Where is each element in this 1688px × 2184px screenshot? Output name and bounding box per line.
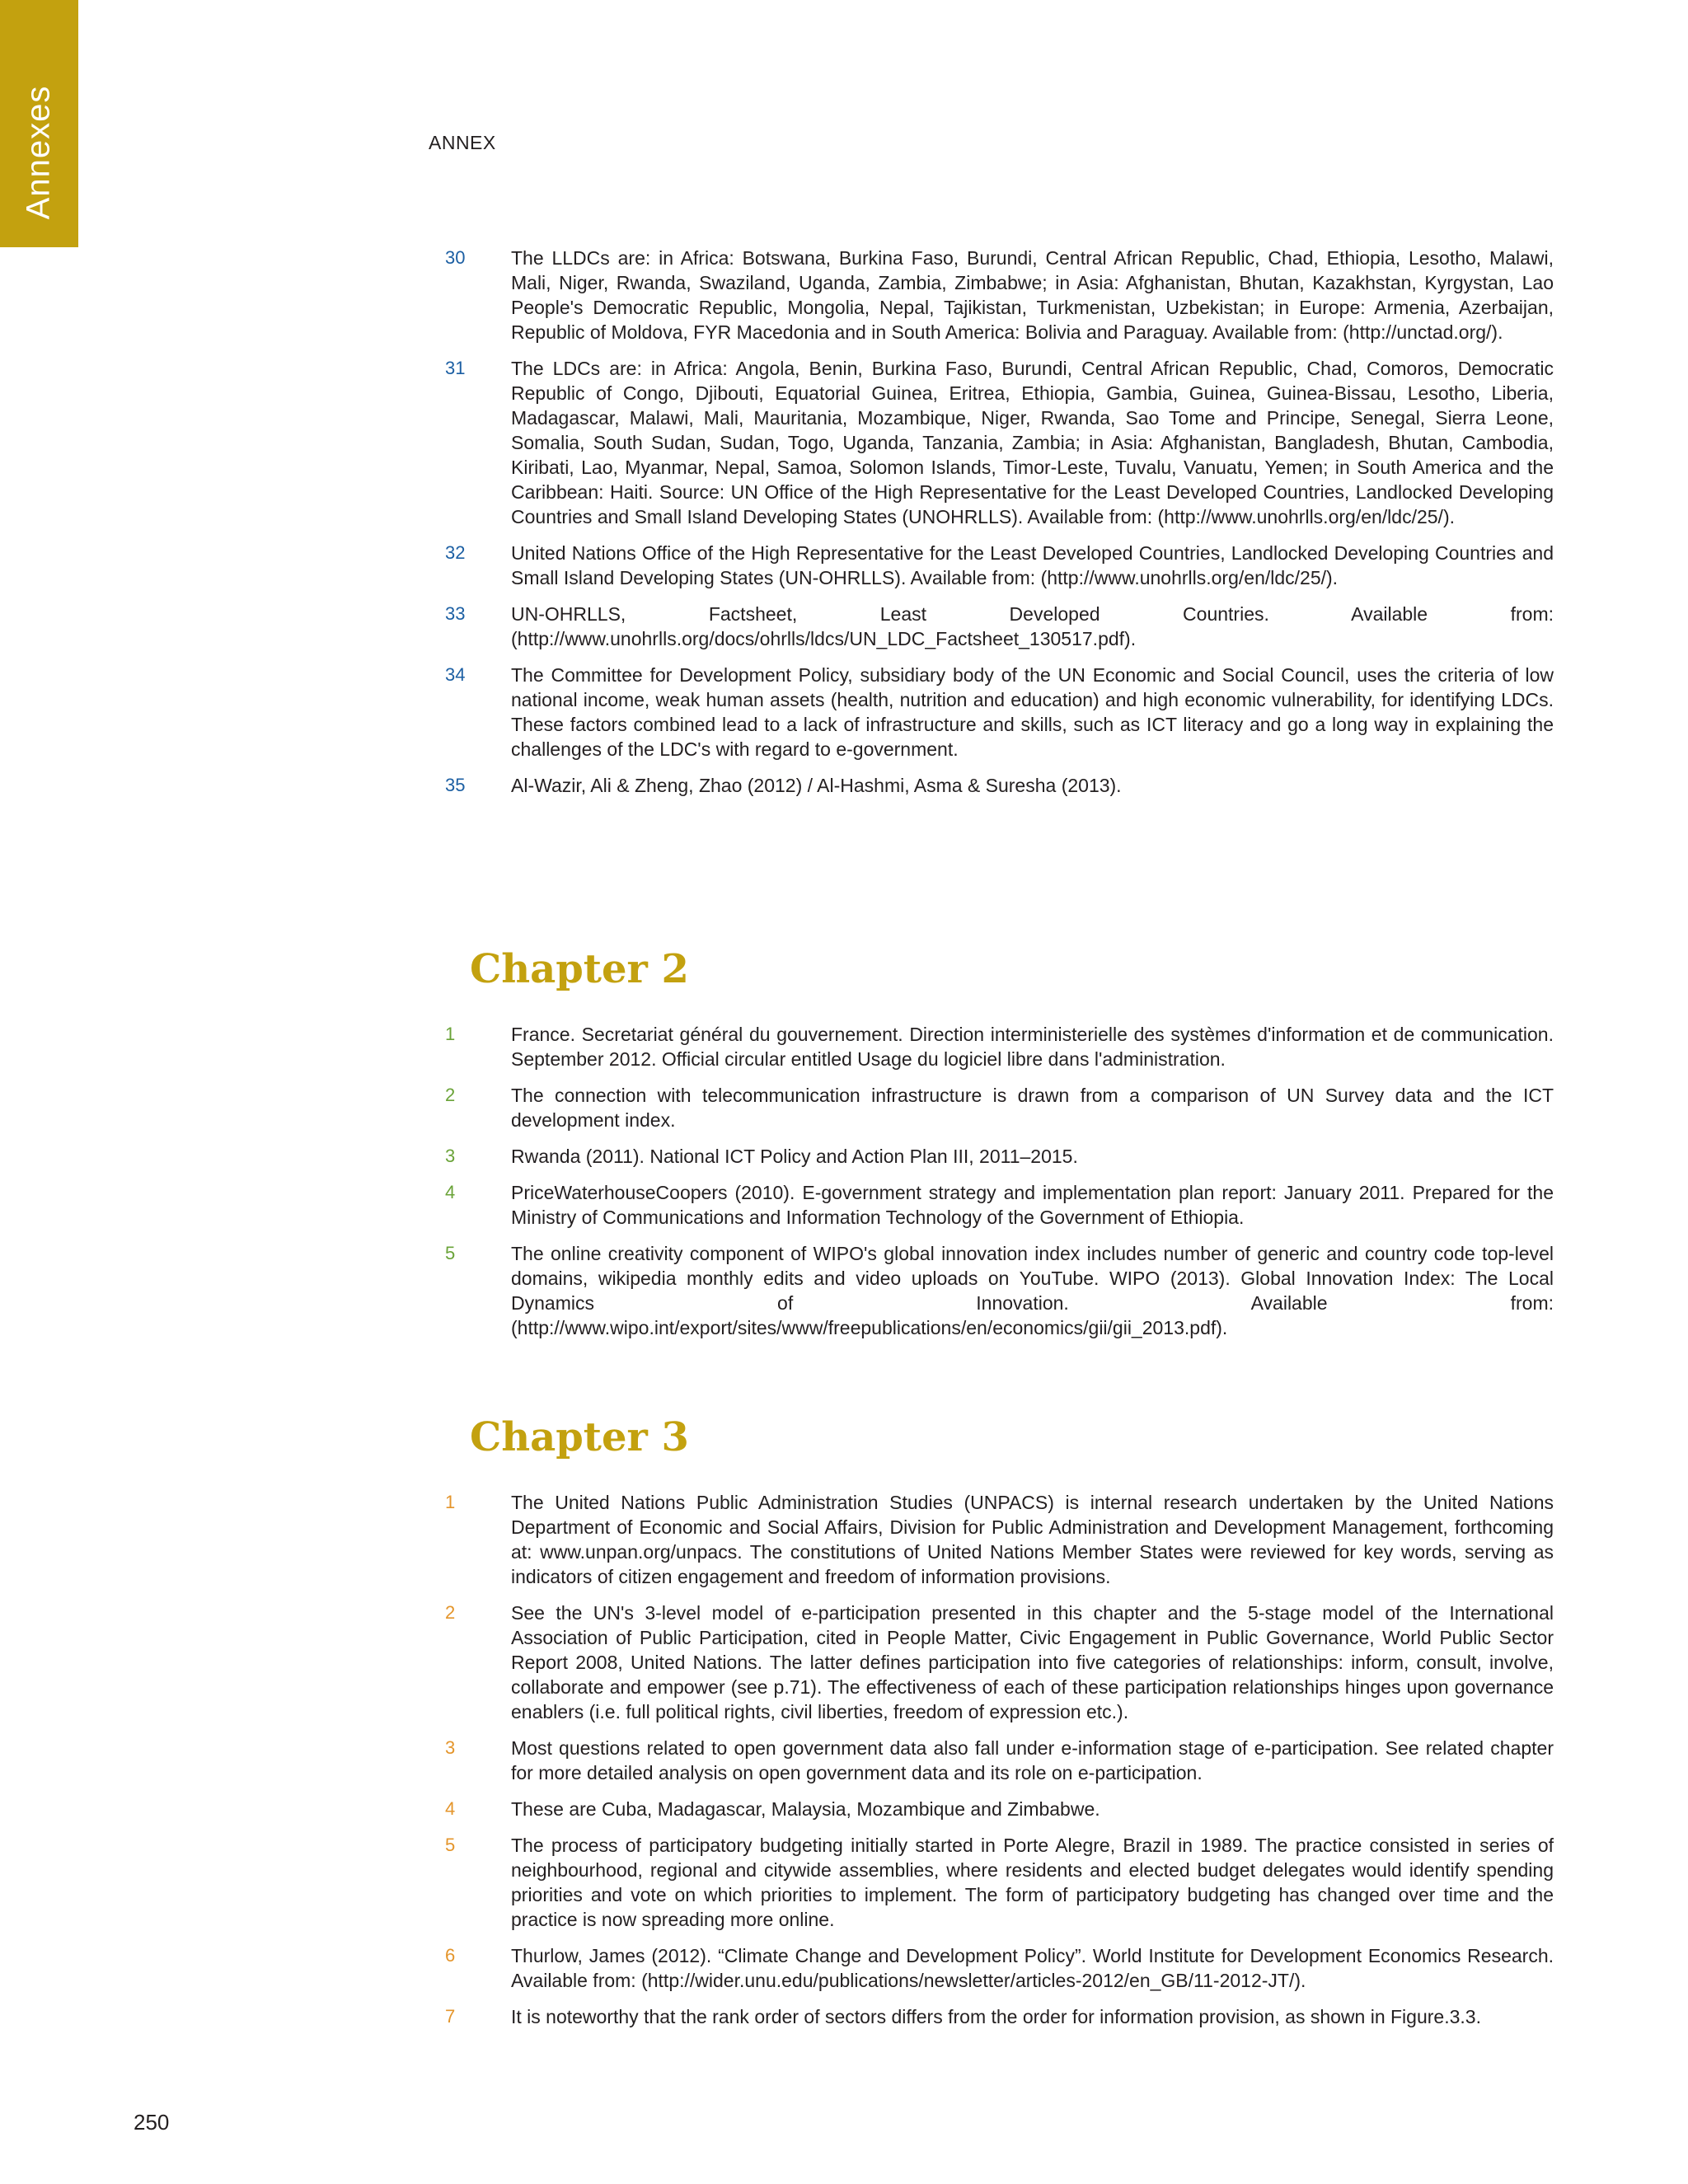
note-number: 4 xyxy=(445,1798,456,1819)
note-ch2-2 xyxy=(445,1083,1554,1132)
note-number: 5 xyxy=(445,1243,456,1263)
note-ch3-1 xyxy=(445,1490,1554,1589)
note-text: United Nations Office of the High Representative for the Least Developed Countries, Landlocked Developing Countries and Small Island Developing States (UN-OHRLLS). Available from: (http://www.unohrlls.org/en/ldc/25/). xyxy=(511,542,1554,588)
page-number: 250 xyxy=(134,2110,170,2135)
note-32 xyxy=(445,541,1554,590)
note-text: PriceWaterhouseCoopers (2010). E-government strategy and implementation plan report: January 2011. Prepared for the Ministry of Communications and Information Technology of the Government of Ethiopia. xyxy=(511,1182,1554,1228)
note-text: The LDCs are: in Africa: Angola, Benin, Burkina Faso, Burundi, Central African Republic, Chad, Comoros, Democratic Republic of Congo, Djibouti, Equatorial Guinea, Eritrea, Ethiopia, Gambia, Guinea, Guinea-Bissau, Lesotho, Liberia, Madagascar, Malawi, Mali, Mauritania, Mozambique, Niger, Rwanda, Sao Tome and Principe, Senegal, Sierra Leone, Somalia, South Sudan, Sudan, Togo, Uganda, Tanzania, Zambia; in Asia: Afghanistan, Bangladesh, Bhutan, Cambodia, Kiribati, Lao, Myanmar, Nepal, Samoa, Solomon Islands, Timor-Leste, Tuvalu, Vanuatu, Yemen; in South America and the Caribbean: Haiti. Source: UN Office of the High Representative for the Least Developed Countries, Landlocked Developing Countries and Small Island Developing States (UNOHRLLS). Available from: (http://www.unohrlls.org/en/ldc/25/). xyxy=(511,358,1554,527)
note-ch2-1 xyxy=(445,1022,1554,1071)
note-number: 2 xyxy=(445,1602,456,1623)
note-ch3-7 xyxy=(445,2004,1554,2029)
notes-chapter-3 xyxy=(445,1490,1554,2041)
note-ch3-3 xyxy=(445,1736,1554,1785)
note-number: 3 xyxy=(445,1737,456,1758)
note-ch3-4 xyxy=(445,1797,1554,1821)
running-header: ANNEX xyxy=(429,132,496,153)
side-tab xyxy=(0,0,78,247)
note-number: 35 xyxy=(445,775,466,795)
note-ch3-2 xyxy=(445,1601,1554,1724)
note-number: 34 xyxy=(445,664,466,685)
notes-chapter-2 xyxy=(445,1022,1554,1352)
note-number: 1 xyxy=(445,1492,456,1512)
note-text: It is noteworthy that the rank order of sectors differs from the order for information provision, as shown in Figure.3.3. xyxy=(511,2006,1481,2027)
note-text: France. Secretariat général du gouvernement. Direction interministerielle des systèmes d'information et de communication. September 2012. Official circular entitled Usage du logiciel libre dans l'administration. xyxy=(511,1024,1554,1070)
notes-intro xyxy=(445,246,1554,809)
note-text: The Committee for Development Policy, subsidiary body of the UN Economic and Social Council, uses the criteria of low national income, weak human assets (health, nutrition and education) and high economic vulnerability, for identifying LDCs. These factors combined lead to a lack of infrastructure and skills, such as ICT literacy and go a long way in explaining the challenges of the LDC's with regard to e-government. xyxy=(511,664,1554,760)
note-text: Most questions related to open government data also fall under e-information stage of e-participation. See related chapter for more detailed analysis on open government data and its role on e-participation. xyxy=(511,1737,1554,1783)
note-number: 2 xyxy=(445,1085,456,1105)
note-text: Thurlow, James (2012). “Climate Change and Development Policy”. World Institute for Development Economics Research. Available from: (http://wider.unu.edu/publications/newsletter/articles-2012/en_GB/11-2012-JT/). xyxy=(511,1945,1554,1991)
note-number: 6 xyxy=(445,1945,456,1966)
note-31 xyxy=(445,356,1554,529)
note-number: 3 xyxy=(445,1146,456,1166)
note-ch2-5 xyxy=(445,1241,1554,1340)
note-text: The connection with telecommunication infrastructure is drawn from a comparison of UN Survey data and the ICT development index. xyxy=(511,1085,1554,1131)
note-number: 4 xyxy=(445,1182,456,1202)
note-number: 1 xyxy=(445,1024,456,1044)
note-number: 31 xyxy=(445,358,466,378)
note-ch2-4 xyxy=(445,1180,1554,1230)
note-text: See the UN's 3-level model of e-participation presented in this chapter and the 5-stage model of the International Association of Public Participation, cited in People Matter, Civic Engagement in Public Governance, World Public Sector Report 2008, United Nations. The latter defines participation into five categories of relationships: inform, consult, involve, collaborate and empower (see p.71). The effectiveness of each of these participation relationships hinges upon governance enablers (i.e. full political rights, civil liberties, freedom of expression etc.). xyxy=(511,1602,1554,1722)
note-text: The United Nations Public Administration Studies (UNPACS) is internal research undertaken by the United Nations Department of Economic and Social Affairs, Division for Public Administration and Development Management, forthcoming at: www.unpan.org/unpacs. The constitutions of United Nations Member States were reviewed for key words, serving as indicators of citizen engagement and freedom of information provisions. xyxy=(511,1492,1554,1587)
note-number: 30 xyxy=(445,247,466,268)
note-ch2-3 xyxy=(445,1144,1554,1169)
chapter-3-title: Chapter 3 xyxy=(470,1414,689,1460)
note-text: UN-OHRLLS, Factsheet, Least Developed Countries. Available from: (http://www.unohrlls.org/docs/ohrlls/ldcs/UN_LDC_Factsheet_130517.pdf). xyxy=(511,603,1554,649)
note-text: The LLDCs are: in Africa: Botswana, Burkina Faso, Burundi, Central African Republic, Chad, Ethiopia, Lesotho, Malawi, Mali, Niger, Rwanda, Swaziland, Uganda, Zambia, Zimbabwe; in Asia: Afghanistan, Bhutan, Kazakhstan, Kyrgystan, Lao People's Democratic Republic, Mongolia, Nepal, Tajikistan, Turkmenistan, Uzbekistan; in Europe: Armenia, Azerbaijan, Republic of Moldova, FYR Macedonia and in South America: Bolivia and Paraguay. Available from: (http://unctad.org/). xyxy=(511,247,1554,343)
note-text: The online creativity component of WIPO's global innovation index includes number of generic and country code top-level domains, wikipedia monthly edits and video uploads on YouTube. WIPO (2013). Global Innovation Index: The Local Dynamics of Innovation. Available from: (http://www.wipo.int/export/sites/www/freepublications/en/economics/gii/gii_2013.pdf). xyxy=(511,1243,1554,1338)
note-number: 5 xyxy=(445,1835,456,1855)
note-33 xyxy=(445,602,1554,651)
side-tab-label: Annexes xyxy=(20,85,57,220)
note-number: 7 xyxy=(445,2006,456,2027)
note-text: Al-Wazir, Ali & Zheng, Zhao (2012) / Al-Hashmi, Asma & Suresha (2013). xyxy=(511,775,1122,796)
note-ch3-5 xyxy=(445,1833,1554,1932)
note-number: 32 xyxy=(445,542,466,563)
note-text: Rwanda (2011). National ICT Policy and Action Plan III, 2011–2015. xyxy=(511,1146,1078,1167)
note-34 xyxy=(445,663,1554,762)
note-text: The process of participatory budgeting initially started in Porte Alegre, Brazil in 1989. The practice consisted in series of neighbourhood, regional and citywide assemblies, where residents and elected budget delegates would identify spending priorities and vote on which priorities to implement. The form of participatory budgeting has changed over time and the practice is now spreading more online. xyxy=(511,1835,1554,1930)
note-30 xyxy=(445,246,1554,344)
note-ch3-6 xyxy=(445,1943,1554,1993)
note-35 xyxy=(445,773,1554,798)
note-number: 33 xyxy=(445,603,466,624)
chapter-2-title: Chapter 2 xyxy=(470,946,689,992)
note-text: These are Cuba, Madagascar, Malaysia, Mozambique and Zimbabwe. xyxy=(511,1798,1100,1820)
